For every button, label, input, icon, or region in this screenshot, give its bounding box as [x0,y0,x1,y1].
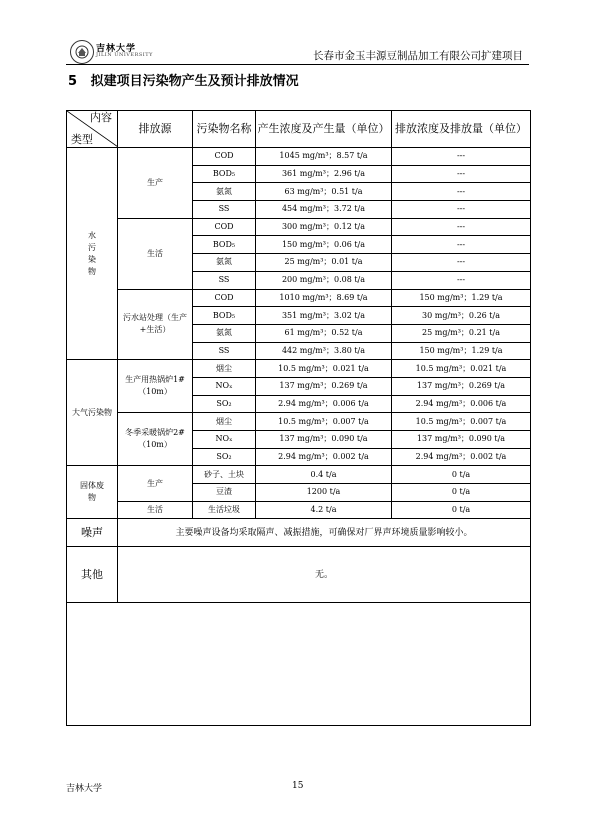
pollutant-cell: 氨氮 [193,324,256,342]
production-cell: 63 mg/m³；0.51 t/a [256,183,392,201]
table-row [67,413,531,431]
section-title-text: 拟建项目污染物产生及预计排放情况 [90,74,299,89]
emission-cell: 137 mg/m³；0.269 t/a [392,377,531,395]
emission-cell: 0 t/a [392,484,531,502]
emission-cell: 25 mg/m³；0.21 t/a [392,324,531,342]
pollutant-cell: BOD₅ [193,307,256,325]
table-row [67,148,531,166]
emission-cell: 137 mg/m³；0.090 t/a [392,431,531,449]
pollutant-cell: 烟尘 [193,360,256,378]
diag-bottom-label: 类型 [71,133,93,146]
table-header-row [67,111,531,148]
col-header-emission: 排放浓度及排放量（单位） [392,111,531,148]
category-noise: 噪声 [67,519,118,547]
emission-cell: 150 mg/m³；1.29 t/a [392,342,531,360]
other-row [67,547,531,603]
production-cell: 351 mg/m³；3.02 t/a [256,307,392,325]
emission-cell: 0 t/a [392,501,531,519]
pollutant-cell: SS [193,201,256,219]
production-cell: 150 mg/m³；0.06 t/a [256,236,392,254]
pollutant-cell: SO₂ [193,448,256,466]
pollutant-cell: COD [193,148,256,166]
pollutant-table [66,110,531,726]
emission-cell: --- [392,254,531,272]
table-row [67,218,531,236]
emission-cell: --- [392,201,531,219]
production-cell: 2.94 mg/m³；0.002 t/a [256,448,392,466]
production-cell: 300 mg/m³；0.12 t/a [256,218,392,236]
other-text: 无。 [118,547,531,603]
page-number: 15 [292,781,304,791]
page-header [66,30,529,65]
emission-cell: 10.5 mg/m³；0.021 t/a [392,360,531,378]
pollutant-cell: SS [193,342,256,360]
emission-cell: 2.94 mg/m³；0.002 t/a [392,448,531,466]
section-title [68,70,299,89]
production-cell: 10.5 mg/m³；0.007 t/a [256,413,392,431]
source-water-production: 生产 [118,148,193,219]
production-cell: 25 mg/m³；0.01 t/a [256,254,392,272]
category-solid: 固体废物 [67,466,118,519]
pollutant-cell: COD [193,218,256,236]
production-cell: 442 mg/m³；3.80 t/a [256,342,392,360]
emission-cell: --- [392,236,531,254]
pollutant-cell: 豆渣 [193,484,256,502]
source-water-station: 污水站处理（生产+生活） [118,289,193,360]
noise-text: 主要噪声设备均采取隔声、减振措施，可确保对厂界声环境质量影响较小。 [118,519,531,547]
emission-cell: 10.5 mg/m³；0.007 t/a [392,413,531,431]
pollutant-cell: NOₓ [193,431,256,449]
table-row [67,289,531,307]
table-row [67,501,531,519]
source-water-life: 生活 [118,218,193,289]
source-boiler-1: 生产用热锅炉1#（10m） [118,360,193,413]
source-solid-life: 生活 [118,501,193,519]
pollutant-cell: 氨氮 [193,254,256,272]
emission-cell: 0 t/a [392,466,531,484]
category-other: 其他 [67,547,118,603]
pollutant-cell: COD [193,289,256,307]
source-boiler-2: 冬季采暖锅炉2#（10m） [118,413,193,466]
pollutant-cell: NOₓ [193,377,256,395]
diagonal-header-cell [67,111,118,148]
section-number: 5 [68,74,78,89]
production-cell: 10.5 mg/m³；0.021 t/a [256,360,392,378]
pollutant-cell: SO₂ [193,395,256,413]
col-header-production: 产生浓度及产生量（单位） [256,111,392,148]
pollutant-cell: BOD₅ [193,236,256,254]
category-water: 水污染物 [67,148,118,360]
table-row [67,466,531,484]
noise-row [67,519,531,547]
blank-cell [67,603,531,726]
production-cell: 137 mg/m³；0.090 t/a [256,431,392,449]
pollutant-cell: BOD₅ [193,165,256,183]
emission-cell: --- [392,183,531,201]
pollutant-cell: 氨氮 [193,183,256,201]
emission-cell: 30 mg/m³；0.26 t/a [392,307,531,325]
table-row [67,360,531,378]
production-cell: 61 mg/m³；0.52 t/a [256,324,392,342]
col-header-pollutant: 污染物名称 [193,111,256,148]
pollutant-cell: 砂子、土块 [193,466,256,484]
col-header-source: 排放源 [118,111,193,148]
footer-university: 吉林大学 [66,784,103,794]
university-logo-icon [70,40,94,64]
project-title: 长春市金玉丰源豆制品加工有限公司扩建项目 [313,50,523,62]
production-cell: 1045 mg/m³；8.57 t/a [256,148,392,166]
pollutant-cell: 烟尘 [193,413,256,431]
source-solid-production: 生产 [118,466,193,501]
production-cell: 137 mg/m³；0.269 t/a [256,377,392,395]
production-cell: 4.2 t/a [256,501,392,519]
emission-cell: --- [392,148,531,166]
emission-cell: 150 mg/m³；1.29 t/a [392,289,531,307]
emission-cell: --- [392,271,531,289]
emission-cell: --- [392,165,531,183]
production-cell: 0.4 t/a [256,466,392,484]
logo-text: 吉林大学 [96,44,137,54]
production-cell: 2.94 mg/m³；0.006 t/a [256,395,392,413]
emission-cell: --- [392,218,531,236]
production-cell: 200 mg/m³；0.08 t/a [256,271,392,289]
production-cell: 454 mg/m³；3.72 t/a [256,201,392,219]
production-cell: 1200 t/a [256,484,392,502]
pollutant-cell: SS [193,271,256,289]
logo-subtitle: JILIN UNIVERSITY [96,52,153,58]
emission-cell: 2.94 mg/m³；0.006 t/a [392,395,531,413]
category-air: 大气污染物 [67,360,118,466]
production-cell: 1010 mg/m³；8.69 t/a [256,289,392,307]
pollutant-cell: 生活垃圾 [193,501,256,519]
production-cell: 361 mg/m³；2.96 t/a [256,165,392,183]
diag-top-label: 内容 [90,111,112,124]
blank-row [67,603,531,726]
